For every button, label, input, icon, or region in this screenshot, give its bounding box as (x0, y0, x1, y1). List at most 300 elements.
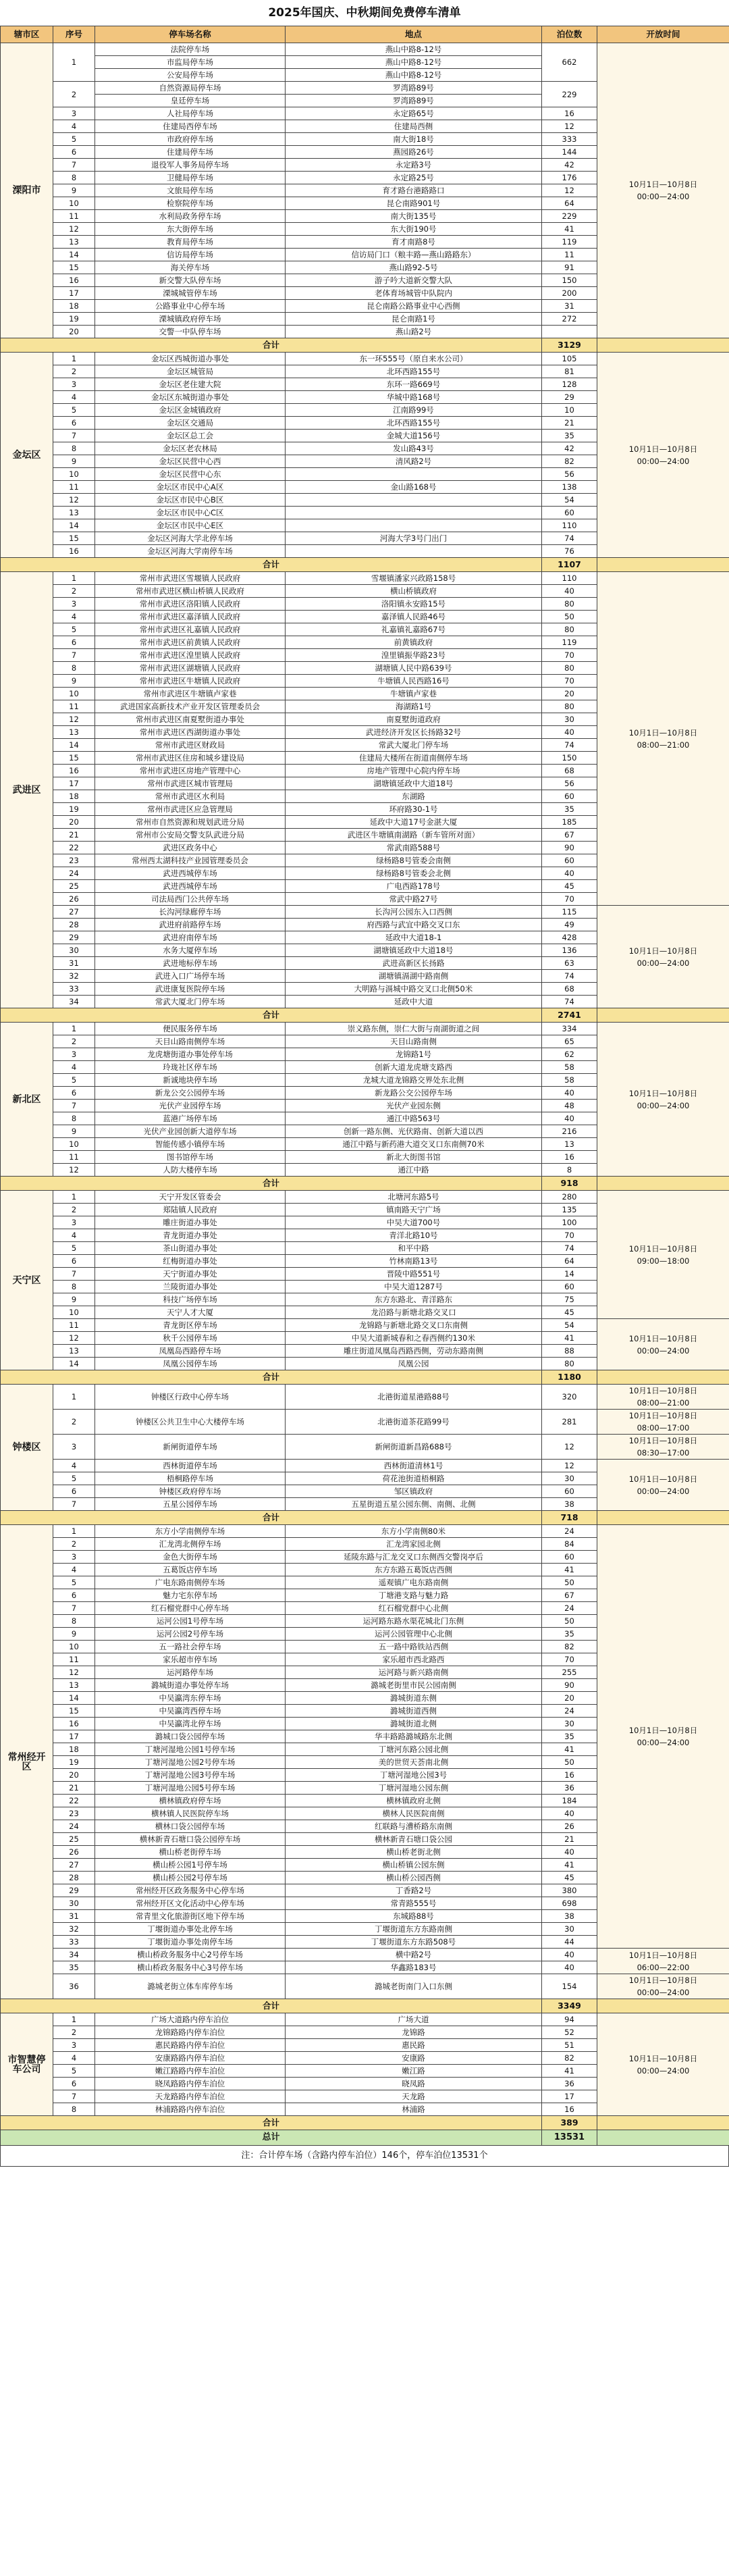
row-number: 9 (53, 1628, 95, 1641)
lot-location: 发山路43号 (286, 442, 542, 455)
spot-count: 40 (542, 1807, 597, 1820)
lot-name: 红梅街道办事处 (95, 1255, 286, 1268)
district-cell: 天宁区 (1, 1191, 53, 1370)
lot-location: 南大街135号 (286, 210, 542, 223)
open-time: 10月1日—10月8日 08:00—21:00 (597, 572, 729, 906)
row-number: 2 (53, 1035, 95, 1048)
lot-location: 横林镇政府北侧 (286, 1795, 542, 1807)
lot-name: 常武大厦北门停车场 (95, 996, 286, 1008)
spot-count: 52 (542, 2026, 597, 2039)
row-number: 8 (53, 1281, 95, 1293)
spot-count: 48 (542, 1100, 597, 1112)
row-number: 23 (53, 854, 95, 867)
lot-name: 长沟河绿廊停车场 (95, 906, 286, 919)
open-time: 10月1日—10月8日 00:00—24:00 (597, 906, 729, 1008)
lot-location: 北港街道星港路88号 (286, 1385, 542, 1410)
lot-location: 南夏墅街道政府 (286, 713, 542, 726)
lot-location: 大明路与滆城中路交叉口北侧50米 (286, 983, 542, 996)
spot-count: 70 (542, 649, 597, 662)
table-row (1, 1410, 729, 1435)
lot-location: 潞城街道西侧 (286, 1705, 542, 1718)
spot-count: 44 (542, 1936, 597, 1949)
lot-name: 市政府停车场 (95, 133, 286, 146)
lot-location: 海湖路1号 (286, 700, 542, 713)
row-number: 7 (53, 159, 95, 172)
row-number: 22 (53, 1795, 95, 1807)
district-total-label: 合计 (1, 2116, 542, 2130)
spot-count: 110 (542, 519, 597, 532)
lot-location: 和平中路 (286, 1242, 542, 1255)
spot-count: 184 (542, 1795, 597, 1807)
lot-location: 湖塘镇延政中大道18号 (286, 944, 542, 957)
lot-name: 常州市公安局交警支队武进分局 (95, 829, 286, 842)
lot-location: 东方东路五葛饭店西侧 (286, 1564, 542, 1576)
spot-count: 70 (542, 1653, 597, 1666)
row-number: 16 (53, 765, 95, 777)
row-number: 23 (53, 1807, 95, 1820)
lot-location: 龙城大道龙锦路交界处东北侧 (286, 1074, 542, 1087)
lot-name: 常州经开区政务服务中心停车场 (95, 1884, 286, 1897)
lot-location: 永定路3号 (286, 159, 542, 172)
lot-name: 公路事业中心停车场 (95, 300, 286, 313)
lot-name: 横林口袋公园停车场 (95, 1820, 286, 1833)
row-number: 33 (53, 983, 95, 996)
district-total-blank (597, 2116, 729, 2130)
lot-location: 广电西路178号 (286, 880, 542, 893)
row-number: 13 (53, 507, 95, 519)
open-time: 10月1日—10月8日 06:00—22:00 (597, 1949, 729, 1974)
row-number: 34 (53, 996, 95, 1008)
lot-location: 潞城街道东侧 (286, 1692, 542, 1705)
lot-location: 东环一路669号 (286, 378, 542, 391)
spot-count: 45 (542, 1306, 597, 1319)
spot-count: 63 (542, 957, 597, 970)
spot-count: 40 (542, 1846, 597, 1859)
row-number: 26 (53, 893, 95, 906)
lot-name: 水利局政务停车场 (95, 210, 286, 223)
lot-location: 燕山中路8-12号 (286, 43, 542, 56)
spot-count: 255 (542, 1666, 597, 1679)
table-body (1, 43, 729, 2130)
spot-count: 30 (542, 1472, 597, 1485)
spot-count: 10 (542, 404, 597, 417)
row-number: 3 (53, 107, 95, 120)
lot-name: 中吴瀛湾北停车场 (95, 1718, 286, 1730)
lot-location: 惠民路 (286, 2039, 542, 2052)
lot-name: 常州市武进区牛塘镇卢家巷 (95, 688, 286, 700)
spot-count: 428 (542, 931, 597, 944)
district-cell: 市智慧停车公司 (1, 2013, 53, 2116)
lot-name: 常州市武进区水利局 (95, 790, 286, 803)
lot-location: 林浦路 (286, 2103, 542, 2116)
lot-location: 龙锦路 (286, 2026, 542, 2039)
spot-count: 24 (542, 1525, 597, 1538)
lot-name: 玲珑社区停车场 (95, 1061, 286, 1074)
lot-location: 家乐超市西北路西 (286, 1653, 542, 1666)
district-total-blank (597, 338, 729, 353)
spot-count: 216 (542, 1125, 597, 1138)
lot-name: 运河公园2号停车场 (95, 1628, 286, 1641)
row-number: 15 (53, 532, 95, 545)
lot-location: 牛塘镇人民西路16号 (286, 675, 542, 688)
lot-location: 邹区镇政府 (286, 1485, 542, 1498)
lot-name: 横林镇人民医院停车场 (95, 1807, 286, 1820)
lot-name: 金坛区民营中心东 (95, 468, 286, 481)
lot-name: 武进西城停车场 (95, 880, 286, 893)
lot-location: 环府路30-1号 (286, 803, 542, 816)
spot-count: 320 (542, 1385, 597, 1410)
row-number: 1 (53, 1525, 95, 1538)
lot-name: 金坛区老农林局 (95, 442, 286, 455)
lot-name: 林浦路路内停车泊位 (95, 2103, 286, 2116)
row-number: 27 (53, 906, 95, 919)
lot-name: 横山桥公园2号停车场 (95, 1872, 286, 1884)
lot-location: 红联路与漕桥路东南侧 (286, 1820, 542, 1833)
spot-count: 40 (542, 1961, 597, 1974)
lot-location: 五星街道五星公园东侧、南侧、北侧 (286, 1498, 542, 1511)
lot-location: 横中路2号 (286, 1949, 542, 1961)
table-header-row (1, 26, 729, 43)
spot-count: 13 (542, 1138, 597, 1151)
row-number: 24 (53, 867, 95, 880)
lot-location: 横林新青石塘口袋公园 (286, 1833, 542, 1846)
district-total-row (1, 558, 729, 572)
spot-count: 35 (542, 430, 597, 442)
spot-count: 12 (542, 1460, 597, 1472)
spot-count: 17 (542, 2090, 597, 2103)
lot-location: 通江中路 (286, 1164, 542, 1177)
table-row (1, 1949, 729, 1961)
row-number: 11 (53, 700, 95, 713)
lot-location (286, 468, 542, 481)
lot-location: 青洋北路10号 (286, 1229, 542, 1242)
lot-name: 光伏产业园创新大道停车场 (95, 1125, 286, 1138)
lot-name: 常州市武进区嘉泽镇人民政府 (95, 611, 286, 623)
row-number: 8 (53, 1615, 95, 1628)
lot-location: 运河路与新兴路南侧 (286, 1666, 542, 1679)
district-cell: 常州经开区 (1, 1525, 53, 1999)
lot-name: 图书馆停车场 (95, 1151, 286, 1164)
spot-count: 698 (542, 1897, 597, 1910)
lot-location: 罗湾路89号 (286, 95, 542, 107)
row-number: 5 (53, 1074, 95, 1087)
district-cell: 钟楼区 (1, 1385, 53, 1511)
spot-count: 42 (542, 442, 597, 455)
row-number: 7 (53, 1100, 95, 1112)
lot-location: 绿杨路8号管委会南侧 (286, 854, 542, 867)
lot-name: 交警一中队停车场 (95, 326, 286, 338)
row-number: 16 (53, 274, 95, 287)
row-number: 6 (53, 1087, 95, 1100)
lot-location: 运河公园管理中心北侧 (286, 1628, 542, 1641)
lot-location: 育才路台港路路口 (286, 184, 542, 197)
spot-count: 94 (542, 2013, 597, 2026)
row-number: 9 (53, 455, 95, 468)
row-number: 21 (53, 829, 95, 842)
spot-count: 35 (542, 803, 597, 816)
lot-name: 中吴瀛湾西停车场 (95, 1705, 286, 1718)
grand-total-value: 13531 (542, 2130, 597, 2146)
spot-count: 82 (542, 2052, 597, 2065)
open-time: 10月1日—10月8日 00:00—24:00 (597, 2013, 729, 2116)
row-number: 30 (53, 944, 95, 957)
lot-name: 金坛区金城镇政府 (95, 404, 286, 417)
lot-name: 金坛区城管局 (95, 365, 286, 378)
lot-location: 绿杨路8号管委会北侧 (286, 867, 542, 880)
spot-count: 50 (542, 1756, 597, 1769)
lot-location: 潞城老街里市民公园南侧 (286, 1679, 542, 1692)
spot-count: 90 (542, 1679, 597, 1692)
row-number: 19 (53, 1756, 95, 1769)
spot-count: 26 (542, 1820, 597, 1833)
district-total-value: 718 (542, 1511, 597, 1525)
district-total-value: 3129 (542, 338, 597, 353)
row-number: 10 (53, 688, 95, 700)
district-total-label: 合计 (1, 1511, 542, 1525)
row-number: 6 (53, 636, 95, 649)
spot-count: 154 (542, 1974, 597, 1999)
lot-name: 武进地标停车场 (95, 957, 286, 970)
spot-count (542, 326, 597, 338)
table-row (1, 1435, 729, 1460)
lot-location: 华城中路168号 (286, 391, 542, 404)
spot-count: 56 (542, 468, 597, 481)
spot-count: 88 (542, 1345, 597, 1358)
row-number: 13 (53, 1679, 95, 1692)
lot-location: 江南路99号 (286, 404, 542, 417)
lot-name: 武进府南停车场 (95, 931, 286, 944)
spot-count: 50 (542, 1615, 597, 1628)
spot-count: 54 (542, 1319, 597, 1332)
lot-name: 横山桥政务服务中心3号停车场 (95, 1961, 286, 1974)
spot-count: 58 (542, 1061, 597, 1074)
lot-location: 燕山路2号 (286, 326, 542, 338)
spot-count: 40 (542, 1949, 597, 1961)
lot-name: 丁塘河湿地公园5号停车场 (95, 1782, 286, 1795)
row-number: 4 (53, 1061, 95, 1074)
row-number: 19 (53, 313, 95, 326)
lot-location: 武进经济开发区长扬路32号 (286, 726, 542, 739)
district-cell: 武进区 (1, 572, 53, 1008)
spot-count: 58 (542, 1074, 597, 1087)
lot-location: 崇义路东侧，崇仁大街与南湖街道之间 (286, 1023, 542, 1035)
district-total-label: 合计 (1, 1008, 542, 1023)
lot-location: 住建局大楼所在街道南侧停车场 (286, 752, 542, 765)
row-number: 2 (53, 1538, 95, 1551)
lot-location (286, 519, 542, 532)
row-number: 3 (53, 2039, 95, 2052)
table-row (1, 1191, 729, 1204)
spot-count: 60 (542, 1281, 597, 1293)
lot-location: 长沟河公园东入口西侧 (286, 906, 542, 919)
lot-location: 延陵东路与汇龙交叉口东侧西交警岗亭后 (286, 1551, 542, 1564)
lot-name: 人防大楼停车场 (95, 1164, 286, 1177)
spot-count: 14 (542, 1268, 597, 1281)
lot-name: 常州市武进区牛塘镇人民政府 (95, 675, 286, 688)
district-total-label: 合计 (1, 338, 542, 353)
lot-name: 溧城城管停车场 (95, 287, 286, 300)
row-number: 5 (53, 1472, 95, 1485)
lot-name: 东大街停车场 (95, 223, 286, 236)
spot-count: 11 (542, 249, 597, 261)
lot-location: 昆仑南路1号 (286, 313, 542, 326)
lot-name: 公安局停车场 (95, 69, 286, 82)
spot-count: 35 (542, 1628, 597, 1641)
row-number: 20 (53, 816, 95, 829)
lot-name: 嫩江路路内停车泊位 (95, 2065, 286, 2078)
row-number: 9 (53, 675, 95, 688)
lot-name: 常州市武进区西湖街道办事处 (95, 726, 286, 739)
lot-location: 房地产管理中心院内停车场 (286, 765, 542, 777)
lot-name: 常青里文化旅游街区地下停车场 (95, 1910, 286, 1923)
lot-location: 游子吟大道新交警大队 (286, 274, 542, 287)
row-number: 11 (53, 1653, 95, 1666)
lot-location: 龙锦路1号 (286, 1048, 542, 1061)
lot-name: 凤凰公园停车场 (95, 1358, 286, 1370)
lot-location: 晋陵中路551号 (286, 1268, 542, 1281)
lot-location: 汇龙湾家园北侧 (286, 1538, 542, 1551)
spot-count: 50 (542, 611, 597, 623)
header-number: 序号 (53, 26, 95, 43)
lot-name: 天龙路路内停车泊位 (95, 2090, 286, 2103)
row-number: 8 (53, 662, 95, 675)
spot-count: 41 (542, 1564, 597, 1576)
row-number: 7 (53, 649, 95, 662)
lot-location: 新北大街图书馆 (286, 1151, 542, 1164)
lot-location: 延政中大道18-1 (286, 931, 542, 944)
district-total-row (1, 1008, 729, 1023)
lot-location (286, 507, 542, 519)
row-number: 14 (53, 249, 95, 261)
spot-count: 60 (542, 1551, 597, 1564)
lot-location: 永定路65号 (286, 107, 542, 120)
row-number: 28 (53, 919, 95, 931)
lot-location: 丁堰街道东方东路南侧 (286, 1923, 542, 1936)
lot-name: 梧桐路停车场 (95, 1472, 286, 1485)
spot-count: 41 (542, 1743, 597, 1756)
lot-name: 惠民路路内停车泊位 (95, 2039, 286, 2052)
row-number: 5 (53, 2065, 95, 2078)
spot-count: 21 (542, 1833, 597, 1846)
lot-name: 市监局停车场 (95, 56, 286, 69)
district-total-row (1, 2116, 729, 2130)
row-number: 36 (53, 1974, 95, 1999)
lot-name: 郑陆镇人民政府 (95, 1204, 286, 1216)
lot-location: 燕山中路8-12号 (286, 56, 542, 69)
lot-name: 新诚地块停车场 (95, 1074, 286, 1087)
table-row (1, 906, 729, 919)
spot-count: 80 (542, 623, 597, 636)
table-row (1, 43, 729, 56)
row-number: 2 (53, 365, 95, 378)
table-row (1, 353, 729, 365)
spot-count: 185 (542, 816, 597, 829)
spot-count: 90 (542, 842, 597, 854)
row-number: 8 (53, 442, 95, 455)
spot-count: 24 (542, 1705, 597, 1718)
lot-name: 金坛区河海大学北停车场 (95, 532, 286, 545)
row-number: 1 (53, 353, 95, 365)
lot-location: 丁塘河湿地公园3号 (286, 1769, 542, 1782)
spot-count: 51 (542, 2039, 597, 2052)
lot-name: 晓凤路路内停车泊位 (95, 2078, 286, 2090)
lot-name: 武进入口广场停车场 (95, 970, 286, 983)
spot-count: 40 (542, 1112, 597, 1125)
row-number: 32 (53, 1923, 95, 1936)
lot-location (286, 494, 542, 507)
lot-name: 检察院停车场 (95, 197, 286, 210)
table-row (1, 2013, 729, 2026)
lot-name: 钟楼区行政中心停车场 (95, 1385, 286, 1410)
lot-name: 金坛区市民中心E区 (95, 519, 286, 532)
header-location: 地点 (286, 26, 542, 43)
spot-count: 16 (542, 1769, 597, 1782)
lot-name: 丁塘河湿地公园3号停车场 (95, 1769, 286, 1782)
table-row (1, 1385, 729, 1410)
district-total-row (1, 1511, 729, 1525)
lot-name: 蓝港广场停车场 (95, 1112, 286, 1125)
lot-location: 遥观镇广电东路南侧 (286, 1576, 542, 1589)
lot-location: 丁塘河东路公园北侧 (286, 1743, 542, 1756)
lot-name: 常州市武进区礼嘉镇人民政府 (95, 623, 286, 636)
spot-count: 67 (542, 829, 597, 842)
lot-location: 东一环555号（原自来水公司） (286, 353, 542, 365)
spot-count: 84 (542, 1538, 597, 1551)
lot-name: 秋千公园停车场 (95, 1332, 286, 1345)
lot-location: 延政中大道 (286, 996, 542, 1008)
open-time: 10月1日—10月8日 08:30—17:00 (597, 1435, 729, 1460)
row-number: 12 (53, 1164, 95, 1177)
lot-location: 天目山路南侧 (286, 1035, 542, 1048)
district-total-blank (597, 1511, 729, 1525)
row-number: 3 (53, 1551, 95, 1564)
lot-name: 常州市武进区前黄镇人民政府 (95, 636, 286, 649)
lot-name: 东方小学南侧停车场 (95, 1525, 286, 1538)
lot-name: 常州市武进区房地产管理中心 (95, 765, 286, 777)
lot-location: 洛阳镇永安路15号 (286, 598, 542, 611)
spot-count: 333 (542, 133, 597, 146)
lot-location: 牛塘镇卢家巷 (286, 688, 542, 700)
spot-count: 67 (542, 1589, 597, 1602)
spot-count: 70 (542, 1229, 597, 1242)
spot-count: 41 (542, 2065, 597, 2078)
spot-count: 138 (542, 481, 597, 494)
lot-location: 清风路2号 (286, 455, 542, 468)
lot-name: 雕庄街道办事处 (95, 1216, 286, 1229)
spot-count: 30 (542, 1923, 597, 1936)
row-number: 1 (53, 2013, 95, 2026)
row-number: 10 (53, 1138, 95, 1151)
spot-count: 50 (542, 1576, 597, 1589)
lot-location: 府西路与武宜中路交叉口东 (286, 919, 542, 931)
lot-name: 卫健局停车场 (95, 172, 286, 184)
lot-name: 五星公园停车场 (95, 1498, 286, 1511)
spot-count: 40 (542, 585, 597, 598)
spot-count: 68 (542, 765, 597, 777)
spot-count: 40 (542, 1087, 597, 1100)
lot-location: 凤凰公园 (286, 1358, 542, 1370)
table-row (1, 572, 729, 585)
spot-count: 12 (542, 184, 597, 197)
district-total-label: 合计 (1, 1370, 542, 1385)
row-number: 5 (53, 1576, 95, 1589)
lot-location: 住建局西侧 (286, 120, 542, 133)
row-number: 18 (53, 1743, 95, 1756)
row-number: 7 (53, 1498, 95, 1511)
lot-location: 育才南路8号 (286, 236, 542, 249)
spot-count: 60 (542, 790, 597, 803)
lot-location: 横林人民医院南侧 (286, 1807, 542, 1820)
